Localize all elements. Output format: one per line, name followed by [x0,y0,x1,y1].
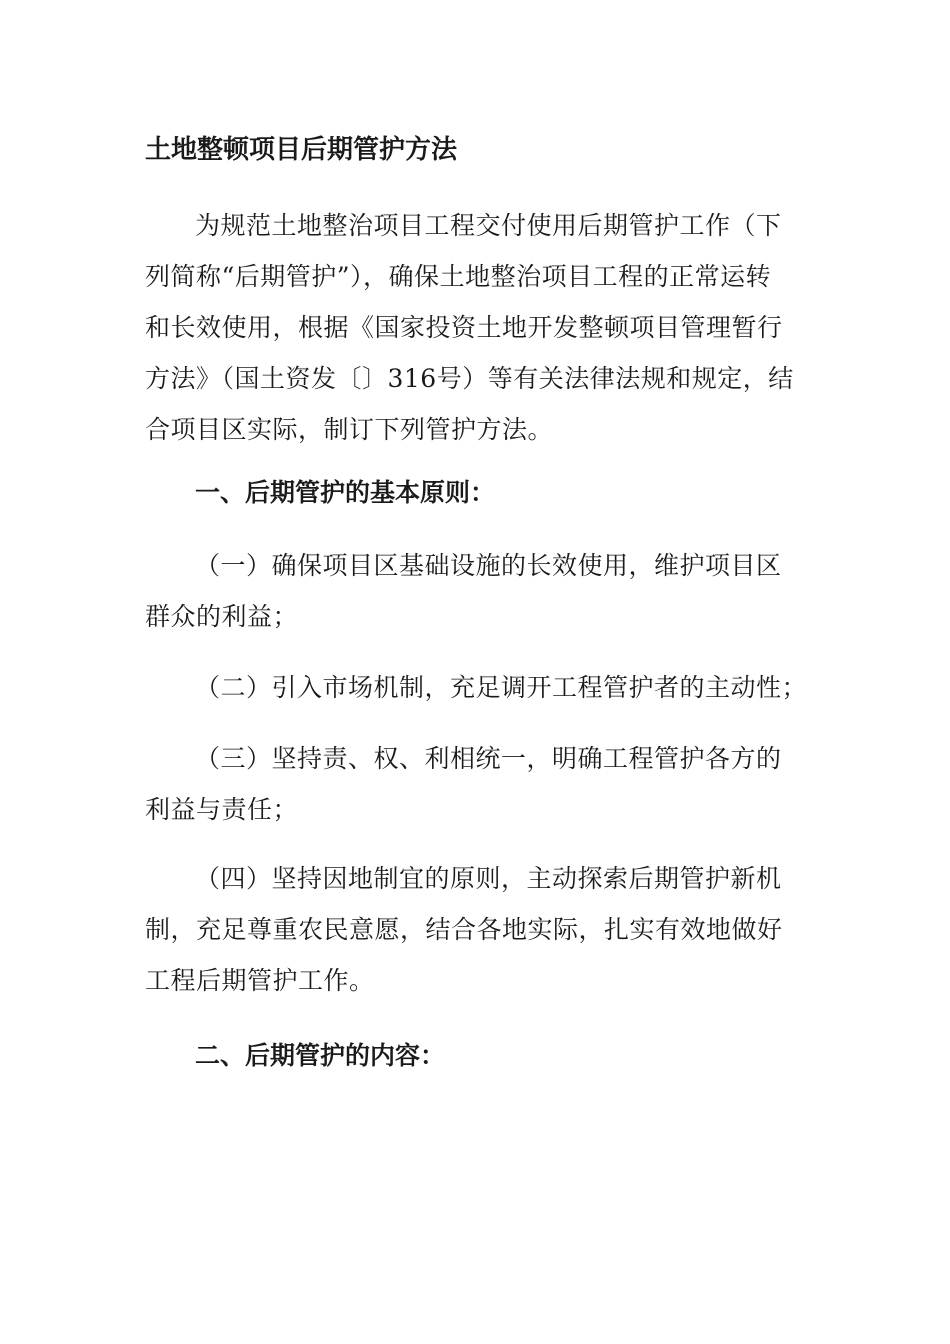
principle-item-3: （三）坚持责、权、利相统一，明确工程管护各方的利益与责任； [145,744,782,824]
principle-item-4: （四）坚持因地制宜的原则，主动探索后期管护新机制，充足尊重农民意愿，结合各地实际，扎实有效地做好工程后期管护工作。 [145,864,783,995]
section-heading-principles: 一、后期管护的基本原则： [195,478,496,507]
principle-item-1: （一）确保项目区基础设施的长效使用，维护项目区群众的利益； [145,551,782,631]
document-title: 土地整顿项目后期管护方法 [145,135,458,165]
intro-paragraph: 为规范土地整治项目工程交付使用后期管护工作（下列简称“后期管护”），确保土地整治项目工程的正常运转和长效使用，根据《国家投资土地开发整顿项目管理暂行方法》（国土资发〔〕316号）等有关法律法规和规定，结合项目区实际，制订下列管护方法。 [145,211,794,444]
section-heading-content: 二、后期管护的内容： [195,1041,446,1070]
principle-item-2: （二）引入市场机制，充足调开工程管护者的主动性； [195,673,808,702]
